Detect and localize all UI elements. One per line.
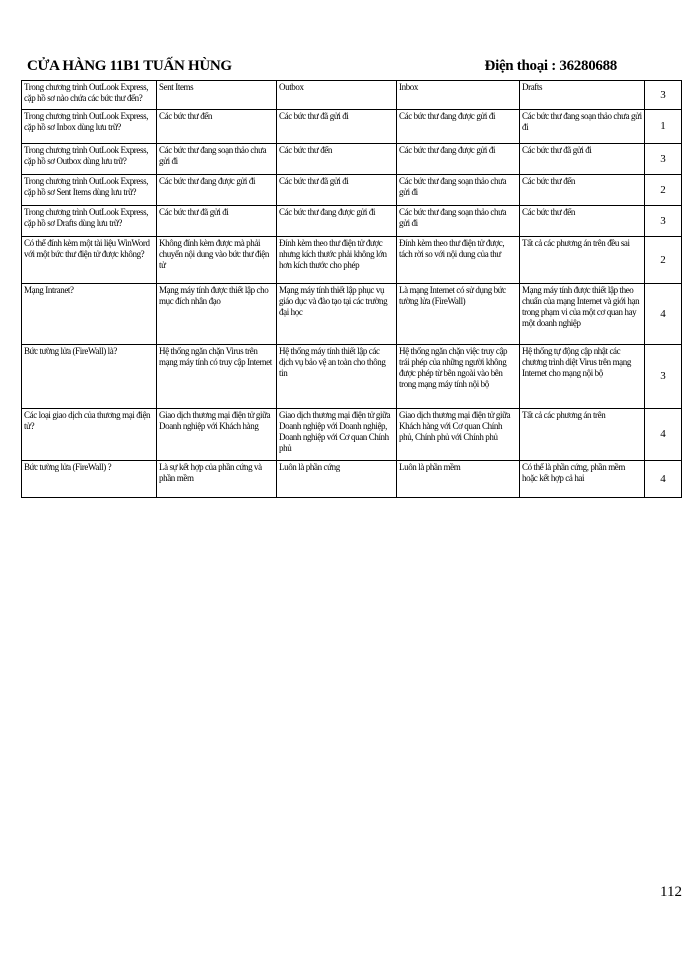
option-cell-3: Hệ thống ngăn chặn việc truy cập trái phép của những người không được phép từ bên ngoài vào bên trong mạng máy tính nội bộ [397, 345, 520, 409]
option-cell-3: Các bức thư đang được gửi đi [397, 144, 520, 175]
option-cell-2: Đính kèm theo thư điện tử được nhưng kích thước phải không lớn hơn kích thước cho phép [277, 237, 397, 284]
option-cell-1: Không đính kèm được mà phải chuyển nội dung vào bức thư điện tử [157, 237, 277, 284]
option-cell-1: Giao dịch thương mại điện tử giữa Doanh nghiệp với Khách hàng [157, 409, 277, 461]
option-cell-4: Các bức thư đến [520, 206, 645, 237]
option-cell-4: Drafts [520, 81, 645, 110]
option-cell-4: Các bức thư đã gửi đi [520, 144, 645, 175]
question-table-body [22, 81, 682, 498]
question-table [21, 80, 682, 498]
question-cell: Bức tường lửa (FireWall) ? [22, 461, 157, 498]
question-cell: Trong chương trình OutLook Express, cặp hồ sơ Sent Items dùng lưu trữ? [22, 175, 157, 206]
option-cell-3: Là mạng Internet có sử dụng bức tường lửa (FireWall) [397, 284, 520, 345]
question-cell: Có thể đính kèm một tài liệu WinWord với một bức thư điện tử được không? [22, 237, 157, 284]
answer-cell: 3 [645, 345, 682, 409]
option-cell-1: Các bức thư đang được gửi đi [157, 175, 277, 206]
phone-number: Điện thoại : 36280688 [484, 58, 617, 74]
option-cell-1: Các bức thư đã gửi đi [157, 206, 277, 237]
question-cell: Mạng Intranet? [22, 284, 157, 345]
table-row [22, 81, 682, 110]
option-cell-3: Đính kèm theo thư điện tử được, tách rời so với nội dung của thư [397, 237, 520, 284]
option-cell-4: Các bức thư đang soạn thảo chưa gửi đi [520, 110, 645, 144]
answer-cell: 4 [645, 284, 682, 345]
option-cell-4: Hệ thống tự động cập nhật các chương trình diệt Virus trên mạng Internet cho mạng nội bộ [520, 345, 645, 409]
question-cell: Bức tường lửa (FireWall) là? [22, 345, 157, 409]
answer-cell: 2 [645, 237, 682, 284]
table-row [22, 206, 682, 237]
table-row [22, 345, 682, 409]
answer-cell: 3 [645, 206, 682, 237]
table-row [22, 175, 682, 206]
option-cell-2: Các bức thư đến [277, 144, 397, 175]
answer-cell: 3 [645, 144, 682, 175]
option-cell-3: Giao dịch thương mại điện tử giữa Khách hàng với Cơ quan Chính phủ, Chính phủ với Chính phủ [397, 409, 520, 461]
question-cell: Trong chương trình OutLook Express, cặp hồ sơ Inbox dùng lưu trữ? [22, 110, 157, 144]
answer-cell: 1 [645, 110, 682, 144]
answer-cell: 4 [645, 461, 682, 498]
answer-cell: 2 [645, 175, 682, 206]
option-cell-2: Giao dịch thương mại điện tử giữa Doanh nghiệp với Doanh nghiệp, Doanh nghiệp với Cơ quan Chính phủ [277, 409, 397, 461]
table-row [22, 284, 682, 345]
table-row [22, 409, 682, 461]
option-cell-2: Luôn là phần cứng [277, 461, 397, 498]
page-number: 112 [660, 884, 682, 900]
option-cell-1: Các bức thư đang soạn thảo chưa gửi đi [157, 144, 277, 175]
option-cell-2: Outbox [277, 81, 397, 110]
table-row [22, 110, 682, 144]
option-cell-3: Inbox [397, 81, 520, 110]
option-cell-3: Các bức thư đang soạn thảo chưa gửi đi [397, 175, 520, 206]
option-cell-1: Các bức thư đến [157, 110, 277, 144]
option-cell-1: Sent Items [157, 81, 277, 110]
option-cell-2: Hệ thống máy tính thiết lập các dịch vụ bảo vệ an toàn cho thông tin [277, 345, 397, 409]
option-cell-4: Có thể là phần cứng, phần mềm hoặc kết hợp cả hai [520, 461, 645, 498]
option-cell-1: Hệ thống ngăn chặn Virus trên mạng máy tính có truy cập Internet [157, 345, 277, 409]
option-cell-3: Các bức thư đang soạn thảo chưa gửi đi [397, 206, 520, 237]
table-row [22, 237, 682, 284]
question-cell: Trong chương trình OutLook Express, cặp hồ sơ nào chứa các bức thư đến? [22, 81, 157, 110]
option-cell-2: Các bức thư đã gửi đi [277, 175, 397, 206]
question-cell: Các loại giao dịch của thương mại điện tử? [22, 409, 157, 461]
option-cell-2: Mạng máy tính thiết lập phục vụ giáo dục và đào tạo tại các trường đại học [277, 284, 397, 345]
question-cell: Trong chương trình OutLook Express, cặp hồ sơ Drafts dùng lưu trữ? [22, 206, 157, 237]
option-cell-3: Luôn là phần mềm [397, 461, 520, 498]
table-row [22, 461, 682, 498]
table-row [22, 144, 682, 175]
option-cell-4: Tất cả các phương án trên [520, 409, 645, 461]
option-cell-4: Mạng máy tính được thiết lập theo chuẩn của mạng Internet và giới hạn trong phạm vi của một cơ quan hay một doanh nghiệp [520, 284, 645, 345]
option-cell-4: Tất cả các phương án trên đều sai [520, 237, 645, 284]
option-cell-4: Các bức thư đến [520, 175, 645, 206]
answer-cell: 3 [645, 81, 682, 110]
option-cell-2: Các bức thư đang được gửi đi [277, 206, 397, 237]
question-cell: Trong chương trình OutLook Express, cặp hồ sơ Outbox dùng lưu trữ? [22, 144, 157, 175]
option-cell-2: Các bức thư đã gửi đi [277, 110, 397, 144]
page-header [27, 58, 647, 80]
option-cell-3: Các bức thư đang được gửi đi [397, 110, 520, 144]
store-name: CỬA HÀNG 11B1 TUẤN HÙNG [27, 58, 232, 74]
answer-cell: 4 [645, 409, 682, 461]
option-cell-1: Là sự kết hợp của phần cứng và phần mềm [157, 461, 277, 498]
option-cell-1: Mạng máy tính được thiết lập cho mục đích nhân đạo [157, 284, 277, 345]
